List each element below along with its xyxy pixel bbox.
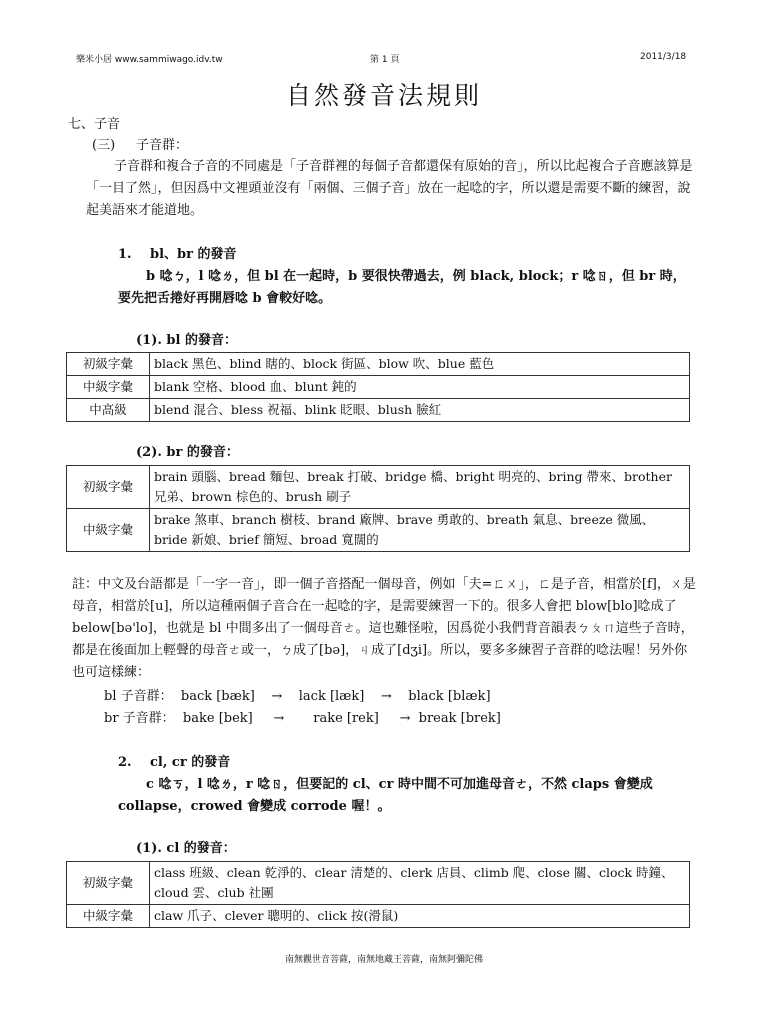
- row-label: 中級字彙: [67, 376, 150, 399]
- row-label: 初級字彙: [67, 862, 150, 905]
- part2-heading: cl, cr 的發音: [150, 755, 231, 770]
- note-paragraph: 註：中文及台語都是「一字一音」，即一個子音搭配一個母音，例如「夫=ㄈㄨ」，ㄈ是子音，相當於[f]，ㄨ是母音，相當於[u]，所以這種兩個子音合在一起唸的字，是需要練習一下的。很多人會把 blow[blo]唸成了 below[bə'lo]，也就是 bl 中間多出了一個母音ㄜ。這也難怪啦，因爲從小我們背音韻表ㄅㄆㄇ這些子音時，都是在後面加上輕聲的母音ㄜ或一，ㄅ成了[bə]，ㄐ成了[dʒi]。所以，要多多練習子音群的唸法喔！另外你也可這樣練：: [72, 577, 696, 680]
- header-date: 2011/3/18: [640, 52, 687, 62]
- part2-number: 2.: [118, 755, 132, 770]
- subsection-number: (三): [92, 138, 116, 153]
- table-row: [67, 862, 690, 905]
- part1-heading: bl、br 的發音: [150, 247, 237, 262]
- row-words: blank 空格、blood 血、blunt 鈍的: [150, 376, 690, 399]
- row-label: 初級字彙: [67, 353, 150, 376]
- part1-description: b 唸ㄅ，l 唸ㄌ，但 bl 在一起時，b 要很快帶過去，例 black, block；r 唸ㄖ，但 br 時，要先把舌捲好再開唇唸 b 會較好唸。: [118, 269, 686, 306]
- br-vocab-table: [66, 465, 690, 552]
- table-row: [67, 353, 690, 376]
- table-row: [67, 509, 690, 552]
- bl-subheading: (1). bl 的發音：: [136, 333, 237, 348]
- br-subheading: (2). br 的發音：: [136, 445, 239, 460]
- subsection-title: 子音群：: [136, 138, 189, 153]
- row-label: 中高級: [67, 399, 150, 422]
- header-page-number: 第 1 頁: [370, 55, 400, 65]
- table-row: [67, 466, 690, 509]
- table-row: [67, 376, 690, 399]
- section-heading: 七、子音: [68, 117, 121, 132]
- row-words: brain 頭腦、bread 麵包、break 打破、bridge 橋、bright 明亮的、bring 帶來、brother 兄弟、brown 棕色的、brush 刷子: [150, 466, 690, 509]
- part2-description: c 唸ㄎ，l 唸ㄌ，r 唸ㄖ，但要記的 cl、cr 時中間不可加進母音ㄜ，不然 claps 會變成 collapse，crowed 會變成 corrode 喔！。: [118, 777, 653, 814]
- table-row: [67, 905, 690, 928]
- row-label: 中級字彙: [67, 509, 150, 552]
- bl-practice-example: bl 子音群： back [bæk] → lack [læk] → black [blæk]: [104, 689, 491, 704]
- row-label: 中級字彙: [67, 905, 150, 928]
- row-words: claw 爪子、clever 聰明的、click 按(滑鼠): [150, 905, 690, 928]
- row-words: black 黑色、blind 瞎的、block 街區、blow 吹、blue 藍色: [150, 353, 690, 376]
- row-words: class 班級、clean 乾淨的、clear 清楚的、clerk 店員、climb 爬、close 關、clock 時鐘、cloud 雲、club 社團: [150, 862, 690, 905]
- cl-vocab-table: [66, 861, 690, 928]
- table-row: [67, 399, 690, 422]
- part1-number: 1.: [118, 247, 132, 262]
- cl-subheading: (1). cl 的發音：: [136, 841, 236, 856]
- page-footer: 南無觀世音菩薩，南無地藏王菩薩，南無阿彌陀佛: [284, 955, 483, 965]
- row-words: blend 混合、bless 祝福、blink 眨眼、blush 臉紅: [150, 399, 690, 422]
- page-title: 自然發音法規則: [285, 81, 482, 110]
- header-site: 樂米小居 www.sammiwago.idv.tw: [76, 55, 223, 65]
- bl-vocab-table: [66, 352, 690, 422]
- row-label: 初級字彙: [67, 466, 150, 509]
- br-practice-example: br 子音群： bake [bek] → rake [rek] → break [brek]: [104, 711, 501, 726]
- row-words: brake 煞車、branch 樹枝、brand 廠牌、brave 勇敢的、breath 氣息、breeze 微風、bride 新娘、brief 簡短、broad 寬闊的: [150, 509, 690, 552]
- intro-paragraph: 子音群和複合子音的不同處是「子音群裡的每個子音都還保有原始的音」，所以比起複合子音應該算是「一目了然」，但因爲中文裡頭並沒有「兩個、三個子音」放在一起唸的字，所以還是需要不斷的練習，說起美語來才能道地。: [86, 159, 693, 218]
